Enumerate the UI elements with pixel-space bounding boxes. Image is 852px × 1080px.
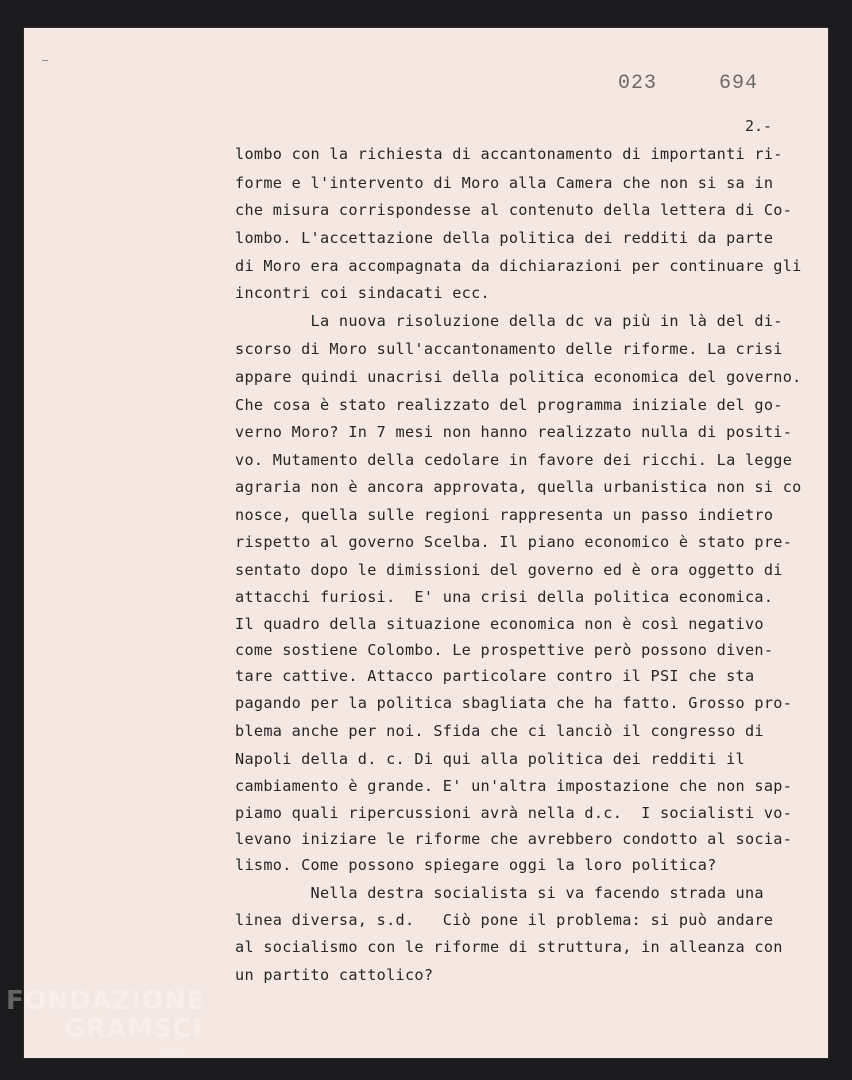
text-line: di Moro era accompagnata da dichiarazioni per continuare gli [235,257,802,275]
text-line: piamo quali ripercussioni avrà nella d.c. I socialisti vo- [235,804,793,822]
watermark-line3: onlus [161,1047,183,1056]
text-line: vo. Mutamento della cedolare in favore dei ricchi. La legge [235,451,793,469]
text-line: Napoli della d. c. Di qui alla politica dei redditi il [235,750,745,768]
text-line: Che cosa è stato realizzato del programma iniziale del go- [235,396,783,414]
text-line: cambiamento è grande. E' un'altra impostazione che non sap- [235,777,793,795]
text-line: lismo. Come possono spiegare oggi la loro politica? [235,856,717,874]
text-line: tare cattive. Attacco particolare contro il PSI che sta [235,667,755,685]
text-line: scorso di Moro sull'accantonamento delle riforme. La crisi [235,340,783,358]
text-line: rispetto al governo Scelba. Il piano economico è stato pre- [235,533,793,551]
text-line: verno Moro? In 7 mesi non hanno realizzato nulla di positi- [235,423,793,441]
archive-number: 023 694 [618,72,759,95]
text-line: al socialismo con le riforme di struttura, in alleanza con [235,938,783,956]
text-line: Il quadro della situazione economica non è così negativo [235,615,764,633]
text-line: forme e l'intervento di Moro alla Camera che non si sa in [235,174,774,192]
text-line: levano iniziare le riforme che avrebbero condotto al socia- [235,830,793,848]
page-number: 2.- [745,117,773,135]
text-line: incontri coi sindacati ecc. [235,284,490,302]
text-line: attacchi furiosi. E' una crisi della politica economica. [235,588,774,606]
watermark-line1: FONDAZIONE [6,986,205,1016]
margin-mark [42,60,48,61]
text-line: lombo con la richiesta di accantonamento di importanti ri- [235,145,783,163]
watermark-logo [6,988,204,1056]
text-line: un partito cattolico? [235,966,434,984]
text-line: agraria non è ancora approvata, quella urbanistica non si co [235,478,802,496]
text-line: sentato dopo le dimissioni del governo ed è ora oggetto di [235,561,783,579]
text-line: blema anche per noi. Sfida che ci lanciò il congresso di [235,722,764,740]
text-line: nosce, quella sulle regioni rappresenta un passo indietro [235,506,774,524]
text-line: La nuova risoluzione della dc va più in là del di- [235,312,783,330]
text-line: pagando per la politica sbagliata che ha fatto. Grosso pro- [235,694,793,712]
watermark-line2: GRAMSCI [64,1014,203,1044]
text-line: linea diversa, s.d. Ciò pone il problema: si può andare [235,911,774,929]
text-line: che misura corrispondesse al contenuto della lettera di Co- [235,201,793,219]
text-line: appare quindi unacrisi della politica economica del governo. [235,368,802,386]
text-line: lombo. L'accettazione della politica dei redditi da parte [235,229,774,247]
text-line: come sostiene Colombo. Le prospettive però possono diven- [235,641,774,659]
text-line: Nella destra socialista si va facendo strada una [235,884,764,902]
